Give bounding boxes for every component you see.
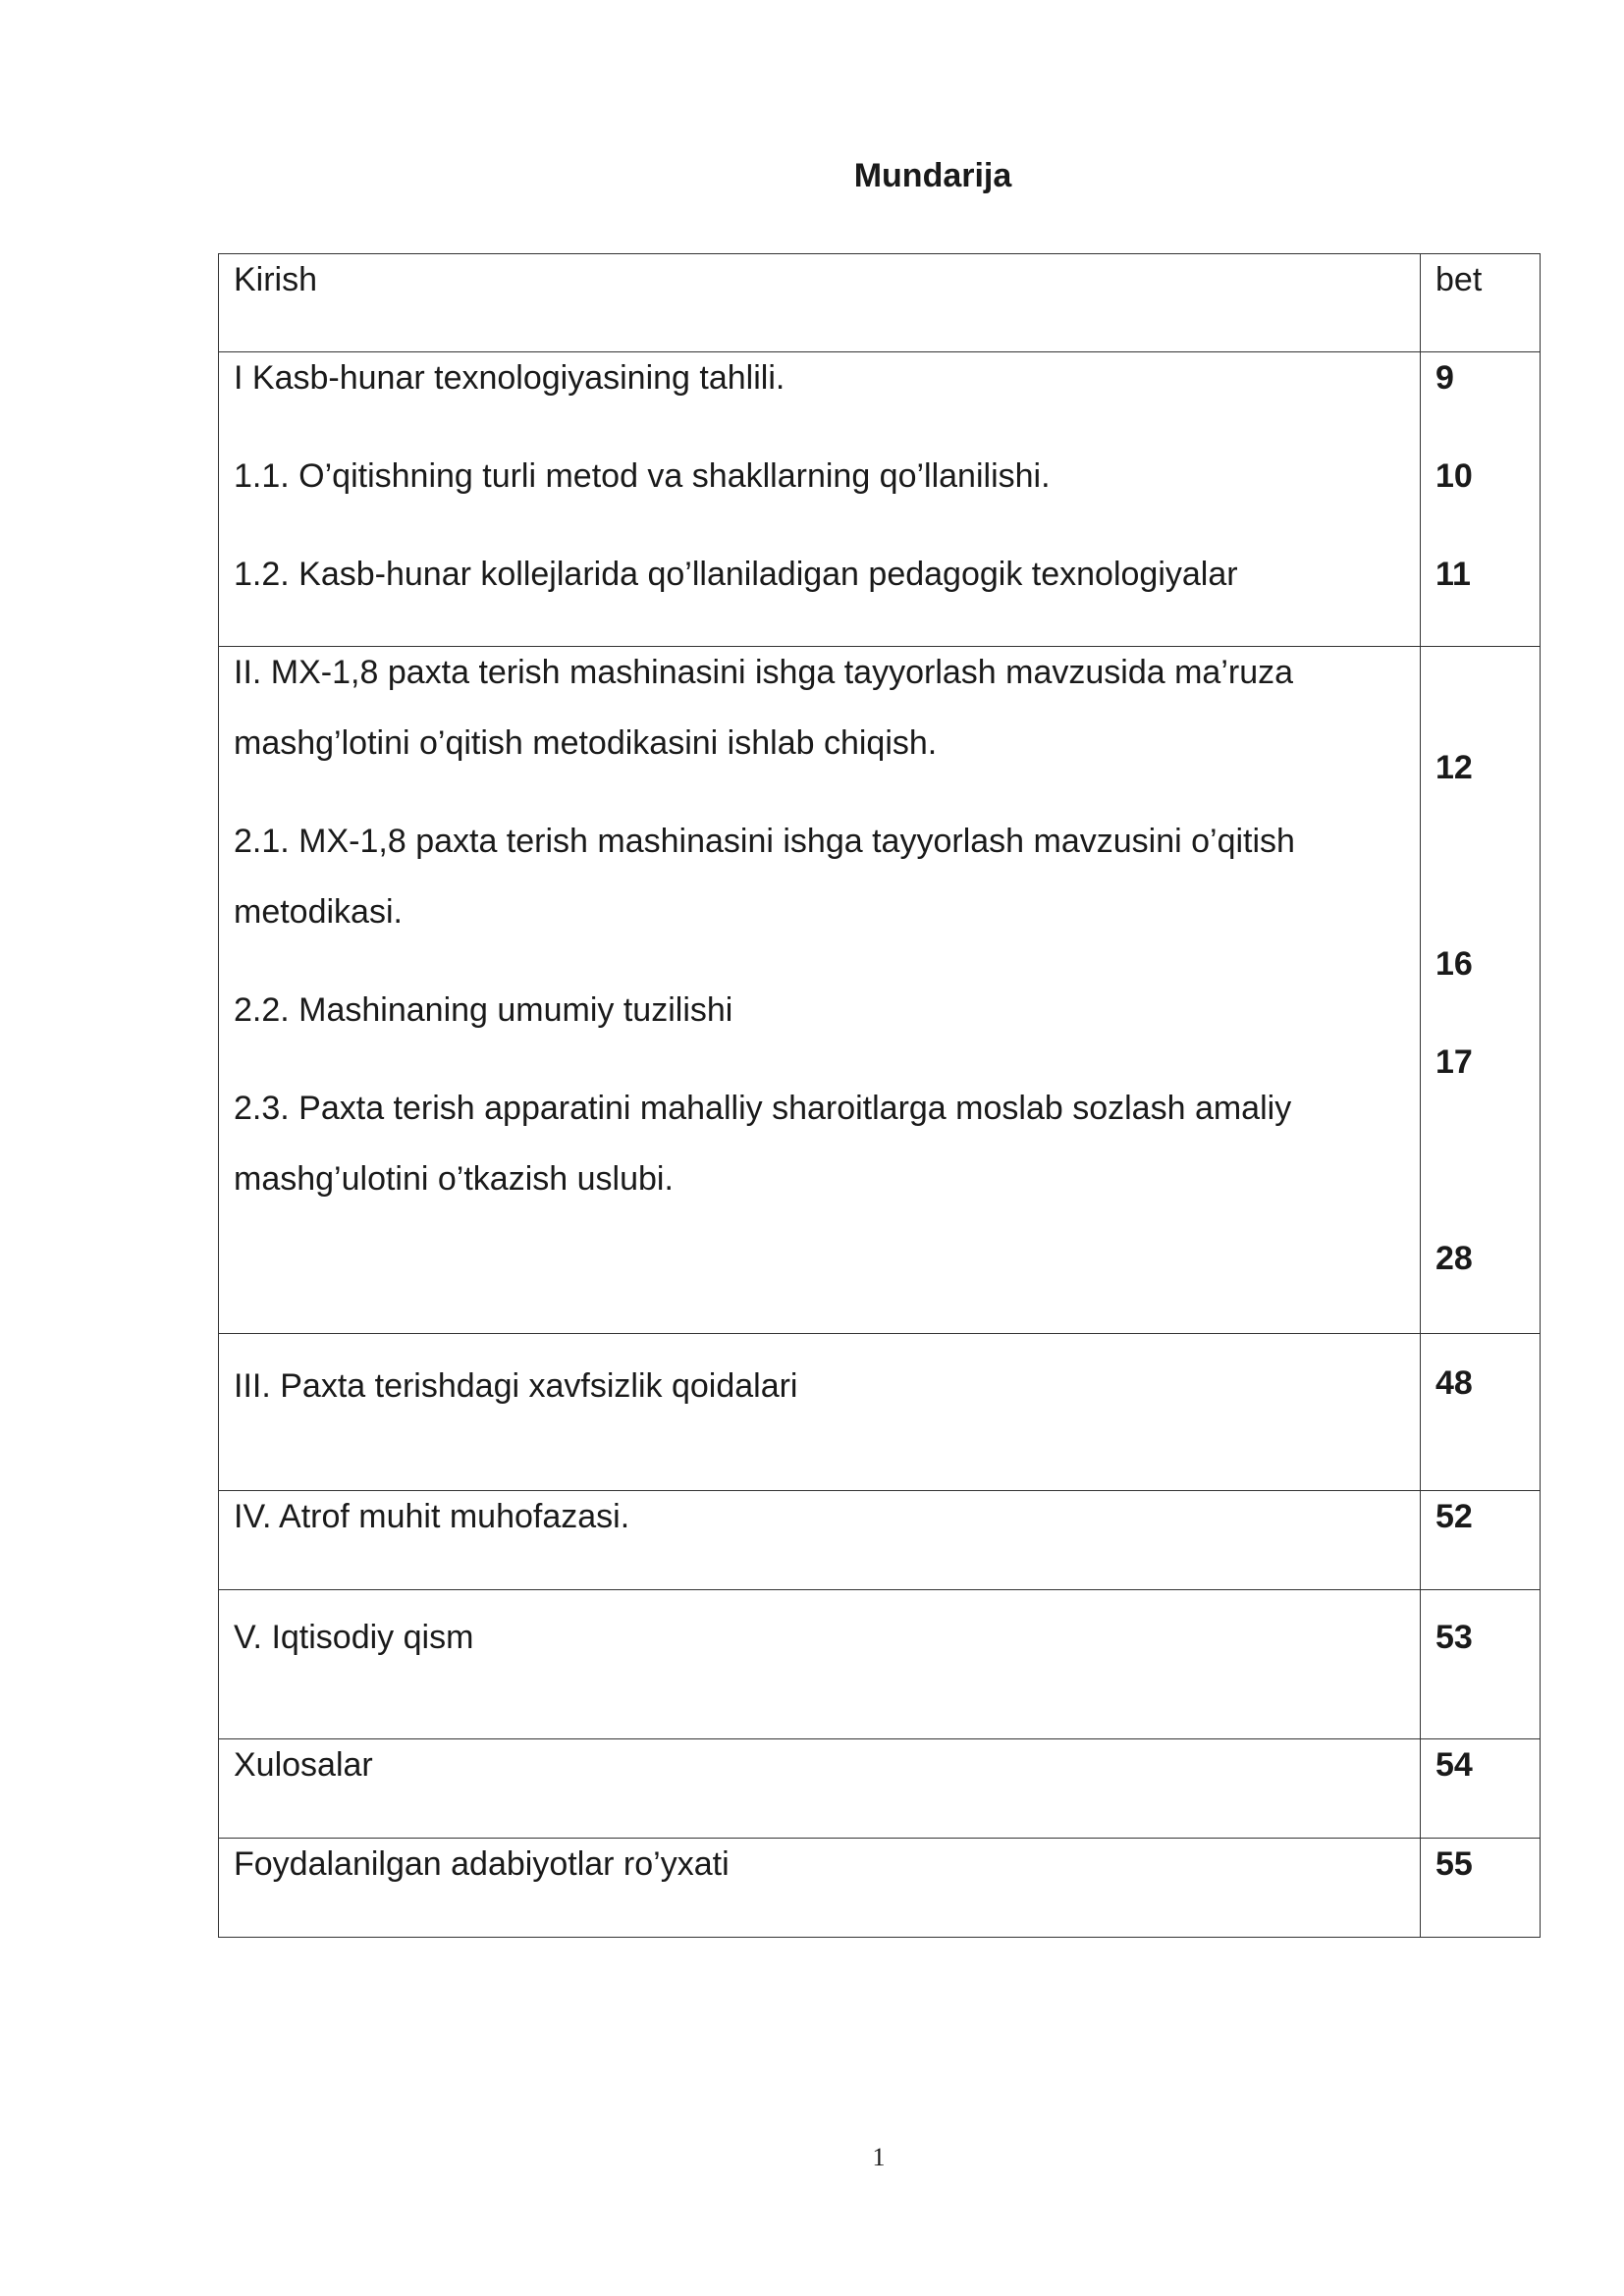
toc-page-cell bbox=[1421, 1839, 1541, 1938]
toc-page-cell bbox=[1421, 1491, 1541, 1590]
toc-entry-cell bbox=[219, 1839, 1421, 1938]
toc-entry-cell bbox=[219, 1491, 1421, 1590]
toc-page-cell bbox=[1421, 352, 1541, 647]
toc-entry-cell bbox=[219, 254, 1421, 352]
toc-entry-text: 2.1. MX-1,8 paxta terish mashinasini ishga tayyorlash mavzusini o’qitish bbox=[234, 823, 1295, 860]
toc-page-number: 48 bbox=[1435, 1364, 1473, 1402]
toc-page-number: 28 bbox=[1435, 1240, 1473, 1277]
toc-page-number: 54 bbox=[1435, 1746, 1473, 1784]
page-title: Mundarija bbox=[853, 157, 1012, 194]
toc-page-cell bbox=[1421, 254, 1541, 352]
toc-entry-cell bbox=[219, 352, 1421, 647]
toc-row-chapter-3 bbox=[219, 1334, 1541, 1491]
toc-page-number: 9 bbox=[1435, 359, 1454, 397]
toc-entry-text: metodikasi. bbox=[234, 893, 403, 931]
toc-row-references bbox=[219, 1839, 1541, 1938]
toc-entry-text: IV. Atrof muhit muhofazasi. bbox=[234, 1498, 630, 1535]
toc-page-number: 55 bbox=[1435, 1845, 1473, 1883]
toc-entry-text: Foydalanilgan adabiyotlar ro’yxati bbox=[234, 1845, 730, 1883]
toc-row-chapter-1 bbox=[219, 352, 1541, 647]
toc-row-conclusions bbox=[219, 1739, 1541, 1839]
toc-page-header: bet bbox=[1435, 261, 1483, 298]
toc-page-number: 16 bbox=[1435, 945, 1473, 983]
toc-entry-cell bbox=[219, 647, 1421, 1334]
toc-entry-cell bbox=[219, 1334, 1421, 1491]
toc-entry-text: I Kasb-hunar texnologiyasining tahlili. bbox=[234, 359, 785, 397]
toc-row-chapter-5 bbox=[219, 1590, 1541, 1739]
toc-page-cell bbox=[1421, 647, 1541, 1334]
toc-page-number: 12 bbox=[1435, 749, 1473, 786]
toc-page-number: 17 bbox=[1435, 1043, 1473, 1081]
toc-page-number: 53 bbox=[1435, 1619, 1473, 1656]
toc-page-cell bbox=[1421, 1739, 1541, 1839]
toc-entry-text: Kirish bbox=[234, 261, 318, 298]
toc-entry-text: mashg’lotini o’qitish metodikasini ishlab chiqish. bbox=[234, 724, 938, 762]
toc-entry-text: 2.3. Paxta terish apparatini mahalliy sharoitlarga moslab sozlash amaliy bbox=[234, 1090, 1292, 1127]
toc-page-number: 52 bbox=[1435, 1498, 1473, 1535]
toc-entry-text: II. MX-1,8 paxta terish mashinasini ishga tayyorlash mavzusida ma’ruza bbox=[234, 654, 1294, 691]
toc-entry-text: V. Iqtisodiy qism bbox=[234, 1619, 474, 1656]
toc-row-intro bbox=[219, 254, 1541, 352]
toc-entry-cell bbox=[219, 1590, 1421, 1739]
page-number: 1 bbox=[872, 2143, 886, 2171]
toc-entry-cell bbox=[219, 1739, 1421, 1839]
toc-page-number: 10 bbox=[1435, 457, 1473, 495]
toc-page-cell bbox=[1421, 1334, 1541, 1491]
toc-row-chapter-4 bbox=[219, 1491, 1541, 1590]
toc-entry-text: Xulosalar bbox=[234, 1746, 373, 1784]
toc-page-number: 11 bbox=[1435, 556, 1471, 593]
toc-entry-text: 2.2. Mashinaning umumiy tuzilishi bbox=[234, 991, 733, 1029]
toc-row-chapter-2 bbox=[219, 647, 1541, 1334]
toc-entry-text: III. Paxta terishdagi xavfsizlik qoidalari bbox=[234, 1367, 798, 1405]
table-of-contents bbox=[218, 253, 1541, 1938]
toc-entry-text: mashg’ulotini o’tkazish uslubi. bbox=[234, 1160, 674, 1198]
toc-page-cell bbox=[1421, 1590, 1541, 1739]
toc-entry-text: 1.2. Kasb-hunar kollejlarida qo’llaniladigan pedagogik texnologiyalar bbox=[234, 556, 1238, 593]
toc-entry-text: 1.1. O’qitishning turli metod va shakllarning qo’llanilishi. bbox=[234, 457, 1051, 495]
